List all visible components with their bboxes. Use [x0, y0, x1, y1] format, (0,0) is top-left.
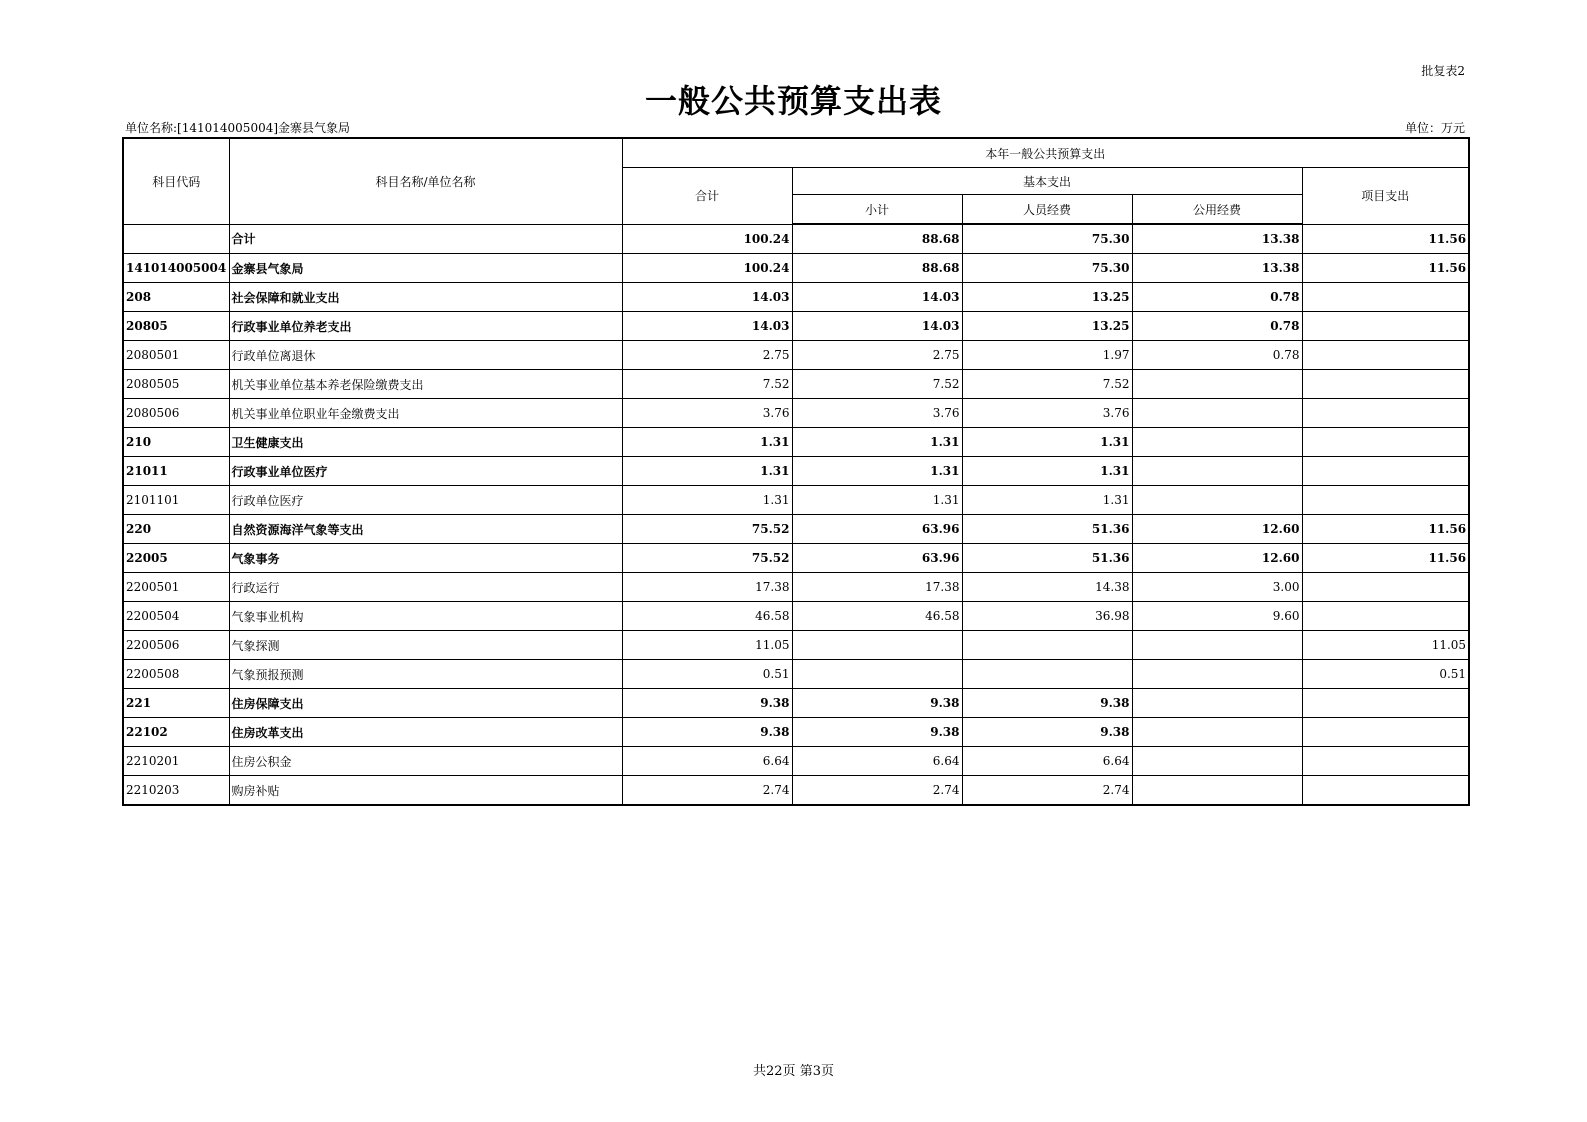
cell-name: 社会保障和就业支出: [229, 283, 622, 312]
cell-subtotal: 2.74: [792, 776, 962, 806]
table-row: [123, 776, 1469, 806]
cell-personnel: 1.97: [962, 341, 1132, 370]
table-row: [123, 602, 1469, 631]
form-number: 批复表2: [1421, 64, 1465, 78]
cell-personnel: 9.38: [962, 689, 1132, 718]
cell-code: 22005: [123, 544, 229, 573]
cell-personnel: 1.31: [962, 457, 1132, 486]
cell-total: 75.52: [622, 544, 792, 573]
table-row: [123, 370, 1469, 399]
table-row: [123, 515, 1469, 544]
cell-name: 气象探测: [229, 631, 622, 660]
cell-code: 221: [123, 689, 229, 718]
cell-subtotal: 88.68: [792, 224, 962, 254]
cell-public: 0.78: [1132, 341, 1302, 370]
cell-personnel: 1.31: [962, 428, 1132, 457]
table-row: [123, 312, 1469, 341]
cell-code: 208: [123, 283, 229, 312]
unit-name: 单位名称:[141014005004]金寨县气象局: [125, 121, 351, 135]
table-row: [123, 399, 1469, 428]
header-total: 合计: [622, 168, 792, 225]
cell-project: [1302, 312, 1469, 341]
cell-project: 11.56: [1302, 224, 1469, 254]
table-row: [123, 544, 1469, 573]
cell-public: [1132, 631, 1302, 660]
cell-personnel: 7.52: [962, 370, 1132, 399]
cell-total: 46.58: [622, 602, 792, 631]
cell-total: 14.03: [622, 312, 792, 341]
cell-total: 9.38: [622, 718, 792, 747]
cell-subtotal: [792, 660, 962, 689]
header-name: 科目名称/单位名称: [229, 138, 622, 224]
cell-public: [1132, 776, 1302, 806]
table-row: [123, 254, 1469, 283]
cell-total: 1.31: [622, 486, 792, 515]
cell-code: 141014005004: [123, 254, 229, 283]
table-row: [123, 718, 1469, 747]
cell-code: 20805: [123, 312, 229, 341]
cell-code: 2080506: [123, 399, 229, 428]
cell-public: [1132, 718, 1302, 747]
cell-total: 1.31: [622, 428, 792, 457]
cell-code: 2101101: [123, 486, 229, 515]
cell-project: [1302, 428, 1469, 457]
cell-personnel: 3.76: [962, 399, 1132, 428]
page-title: 一般公共预算支出表: [644, 82, 942, 120]
cell-personnel: 36.98: [962, 602, 1132, 631]
cell-public: [1132, 370, 1302, 399]
table-row: [123, 224, 1469, 254]
cell-public: 9.60: [1132, 602, 1302, 631]
cell-name: 行政运行: [229, 573, 622, 602]
cell-name: 自然资源海洋气象等支出: [229, 515, 622, 544]
cell-subtotal: 14.03: [792, 312, 962, 341]
cell-public: [1132, 457, 1302, 486]
cell-code: 2080501: [123, 341, 229, 370]
cell-total: 9.38: [622, 689, 792, 718]
cell-name: 合计: [229, 224, 622, 254]
cell-personnel: 9.38: [962, 718, 1132, 747]
budget-table: [122, 137, 1470, 806]
cell-code: 2210203: [123, 776, 229, 806]
cell-name: 气象事业机构: [229, 602, 622, 631]
cell-subtotal: 63.96: [792, 515, 962, 544]
cell-subtotal: 63.96: [792, 544, 962, 573]
header-personnel: 人员经费: [962, 195, 1132, 225]
cell-public: 12.60: [1132, 544, 1302, 573]
cell-total: 1.31: [622, 457, 792, 486]
table-row: [123, 283, 1469, 312]
table-row: [123, 457, 1469, 486]
table-row: [123, 341, 1469, 370]
cell-subtotal: 17.38: [792, 573, 962, 602]
currency-unit: 单位：万元: [1404, 121, 1465, 135]
cell-personnel: 75.30: [962, 224, 1132, 254]
cell-name: 购房补贴: [229, 776, 622, 806]
cell-code: 210: [123, 428, 229, 457]
cell-personnel: 13.25: [962, 283, 1132, 312]
cell-personnel: 75.30: [962, 254, 1132, 283]
cell-name: 机关事业单位基本养老保险缴费支出: [229, 370, 622, 399]
cell-subtotal: 9.38: [792, 718, 962, 747]
cell-subtotal: [792, 631, 962, 660]
cell-personnel: [962, 631, 1132, 660]
header-code: 科目代码: [123, 138, 229, 224]
cell-subtotal: 7.52: [792, 370, 962, 399]
cell-code: 2080505: [123, 370, 229, 399]
cell-name: 行政单位医疗: [229, 486, 622, 515]
cell-name: 住房公积金: [229, 747, 622, 776]
cell-public: [1132, 399, 1302, 428]
cell-personnel: [962, 660, 1132, 689]
cell-code: 2200504: [123, 602, 229, 631]
cell-project: [1302, 283, 1469, 312]
cell-public: 13.38: [1132, 254, 1302, 283]
cell-subtotal: 88.68: [792, 254, 962, 283]
cell-total: 0.51: [622, 660, 792, 689]
cell-public: 3.00: [1132, 573, 1302, 602]
table-row: [123, 486, 1469, 515]
cell-name: 卫生健康支出: [229, 428, 622, 457]
cell-subtotal: 2.75: [792, 341, 962, 370]
cell-project: 11.56: [1302, 515, 1469, 544]
cell-public: 0.78: [1132, 312, 1302, 341]
cell-name: 行政单位离退休: [229, 341, 622, 370]
header-subtotal: 小计: [792, 195, 962, 225]
cell-code: 2210201: [123, 747, 229, 776]
cell-code: 220: [123, 515, 229, 544]
cell-personnel: 51.36: [962, 544, 1132, 573]
page-footer: 共22页 第3页: [753, 1064, 834, 1079]
table-row: [123, 660, 1469, 689]
header-group: 本年一般公共预算支出: [622, 138, 1469, 168]
cell-total: 17.38: [622, 573, 792, 602]
cell-subtotal: 14.03: [792, 283, 962, 312]
cell-public: [1132, 747, 1302, 776]
cell-personnel: 13.25: [962, 312, 1132, 341]
cell-total: 11.05: [622, 631, 792, 660]
cell-code: 2200501: [123, 573, 229, 602]
cell-name: 行政事业单位养老支出: [229, 312, 622, 341]
cell-code: 21011: [123, 457, 229, 486]
header-project: 项目支出: [1302, 168, 1469, 225]
cell-subtotal: 6.64: [792, 747, 962, 776]
header-basic: 基本支出: [792, 168, 1302, 195]
cell-name: 金寨县气象局: [229, 254, 622, 283]
cell-project: 0.51: [1302, 660, 1469, 689]
cell-public: [1132, 689, 1302, 718]
cell-personnel: 2.74: [962, 776, 1132, 806]
cell-public: [1132, 428, 1302, 457]
cell-project: [1302, 341, 1469, 370]
cell-name: 机关事业单位职业年金缴费支出: [229, 399, 622, 428]
cell-project: 11.05: [1302, 631, 1469, 660]
cell-personnel: 6.64: [962, 747, 1132, 776]
cell-project: [1302, 573, 1469, 602]
cell-total: 2.75: [622, 341, 792, 370]
cell-project: 11.56: [1302, 544, 1469, 573]
cell-personnel: 1.31: [962, 486, 1132, 515]
cell-code: 2200508: [123, 660, 229, 689]
cell-public: 12.60: [1132, 515, 1302, 544]
cell-subtotal: 46.58: [792, 602, 962, 631]
table-row: [123, 428, 1469, 457]
cell-name: 行政事业单位医疗: [229, 457, 622, 486]
cell-project: [1302, 399, 1469, 428]
cell-subtotal: 9.38: [792, 689, 962, 718]
cell-total: 6.64: [622, 747, 792, 776]
cell-public: 0.78: [1132, 283, 1302, 312]
cell-total: 100.24: [622, 254, 792, 283]
cell-public: [1132, 660, 1302, 689]
cell-project: 11.56: [1302, 254, 1469, 283]
cell-project: [1302, 689, 1469, 718]
cell-project: [1302, 486, 1469, 515]
cell-name: 住房保障支出: [229, 689, 622, 718]
cell-public: [1132, 486, 1302, 515]
cell-total: 3.76: [622, 399, 792, 428]
cell-total: 14.03: [622, 283, 792, 312]
cell-project: [1302, 457, 1469, 486]
cell-subtotal: 1.31: [792, 428, 962, 457]
cell-project: [1302, 602, 1469, 631]
cell-code: [123, 224, 229, 254]
cell-name: 气象事务: [229, 544, 622, 573]
cell-subtotal: 1.31: [792, 486, 962, 515]
cell-public: 13.38: [1132, 224, 1302, 254]
cell-code: 22102: [123, 718, 229, 747]
cell-total: 75.52: [622, 515, 792, 544]
cell-project: [1302, 747, 1469, 776]
cell-subtotal: 3.76: [792, 399, 962, 428]
cell-project: [1302, 718, 1469, 747]
table-row: [123, 631, 1469, 660]
table-row: [123, 747, 1469, 776]
table-row: [123, 573, 1469, 602]
cell-name: 气象预报预测: [229, 660, 622, 689]
cell-name: 住房改革支出: [229, 718, 622, 747]
cell-total: 7.52: [622, 370, 792, 399]
cell-personnel: 51.36: [962, 515, 1132, 544]
header-public: 公用经费: [1132, 195, 1302, 225]
cell-project: [1302, 776, 1469, 806]
cell-personnel: 14.38: [962, 573, 1132, 602]
table-row: [123, 689, 1469, 718]
cell-project: [1302, 370, 1469, 399]
cell-total: 100.24: [622, 224, 792, 254]
cell-code: 2200506: [123, 631, 229, 660]
cell-total: 2.74: [622, 776, 792, 806]
cell-subtotal: 1.31: [792, 457, 962, 486]
